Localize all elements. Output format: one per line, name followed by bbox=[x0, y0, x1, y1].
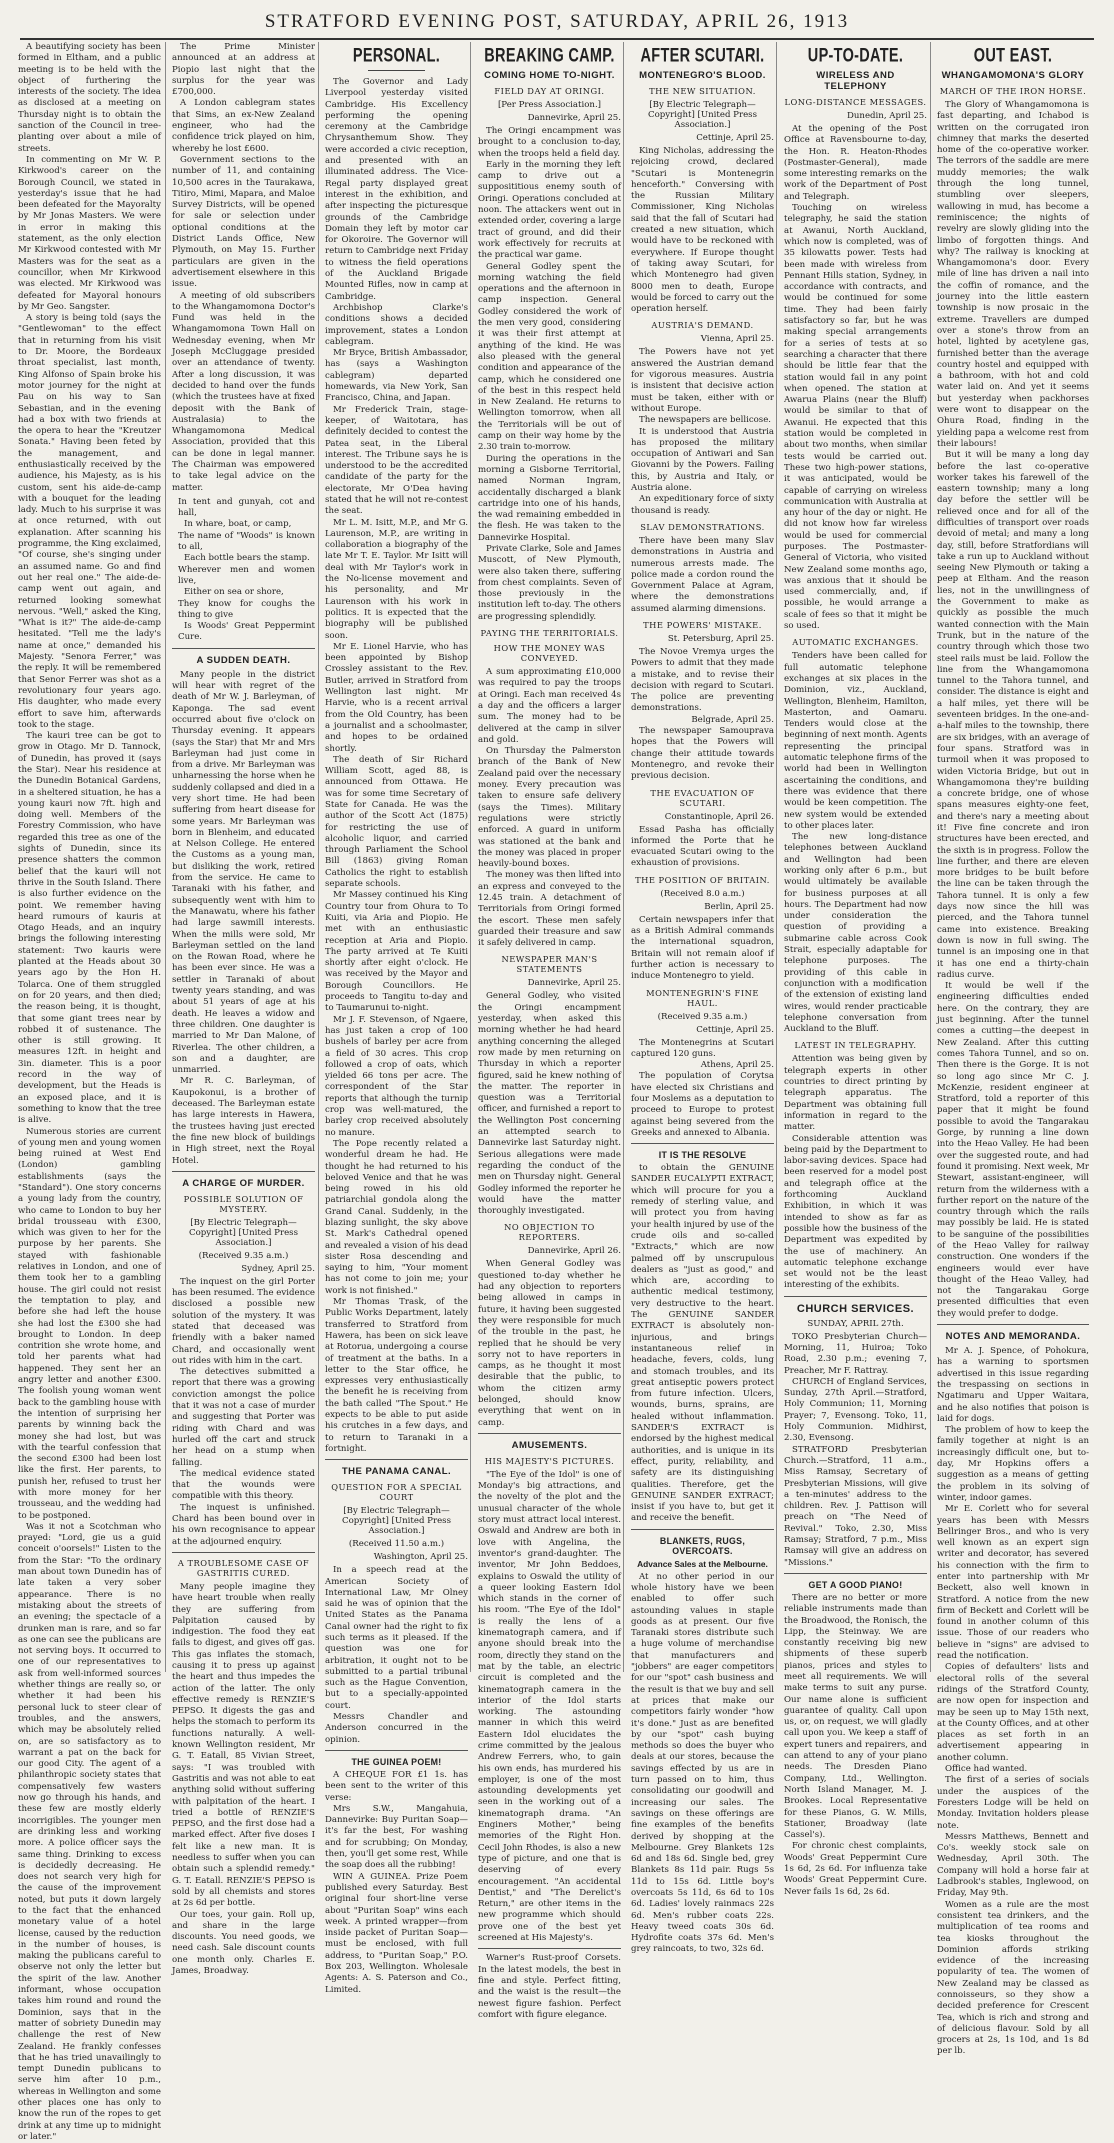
paragraph: Mr L. M. Isitt, M.P., and Mr G. Laurenson, M.P., are writing in collaboration a biography of the late Mr T. E. Taylor. Mr Isitt will deal with Mr Taylor's work in the No-license movement and his personality, and Mr Laurenson with his work in politics. It is expected that the biography will be published soon. bbox=[325, 517, 468, 641]
paragraph: Belgrade, April 25. bbox=[691, 714, 774, 725]
paragraph: The death of Sir Richard William Scott, aged 88, is announced from Ottawa. He was for some time Secretary of State for Canada. He was the author of the Scott Act (1875) for restricting the use of alcoholic liquor, and carried through Parliament the School Bill (1863) giving Roman Catholics the right to establish separate schools. bbox=[325, 754, 468, 890]
paragraph: When General Godley was questioned to-day whether he had any objection to reporters being allowed in camps in future, it having been suggested they were responsible for much of the trouble in the past, he replied that he should be very sorry not to have reporters in camps, as he thought it most desirable that the public, to whom the citizen army belonged, should know everything that went on in camp. bbox=[478, 1259, 621, 1428]
paragraph: The kauri tree can be got to grow in Otago. Mr D. Tannock, of Dunedin, has proved it (says the Star). Near his residence at the Dunedin Botanical Gardens, in a sheltered situation, he has a young kauri now 7ft. high and doing well. Members of the Forestry Commission, who have regarded this tree as one of the sights of Dunedin, since its presence shatters the common belief that the kauri will not thrive in the South Island. There is also further evidence on the point. We remember having heard rumours of kauris at Otago Heads, and an inquiry brings the following interesting statement: Two kauris were planted at the Heads about 30 years ago by the Hon H. Tolarca. One of them struggled on for 20 years, and then died; the reason being, it is thought, that some giant trees near by robbed it of sustenance. The other is still growing. It measures 12ft. in height and 3in. diameter. This is a poor record in the way of development, but the Heads is an exposed place, and it is something to know that the tree is alive. bbox=[18, 731, 161, 1126]
paragraph: The new long-distance telephones between Auckland and Wellington had been working only after 6 p.m., but would ultimately be available for business purposes at all hours. The Department had now under consideration the question of providing a submarine cable across Cook Strait, especially adaptable for telephone purposes. The providing of this cable in conjunction with a modification of the extension of existing land wires, would render practicable telephone conversation from Auckland to the Bluff. bbox=[784, 832, 927, 1035]
paragraph: The Novoe Vremya urges the Powers to admit that they made a mistake, and to revise their decision with regard to Scutari. The police are preventing demonstrations. bbox=[631, 646, 774, 714]
headline: NO OBJECTION TO REPORTERS. bbox=[504, 1222, 595, 1243]
paragraph: The Prime Minister announced at an address at Piopio last night that the surplus for the year was £700,000. bbox=[172, 42, 315, 98]
headline: AMUSEMENTS. bbox=[511, 1439, 588, 1451]
headline: THE PANAMA CANAL. bbox=[341, 1466, 452, 1478]
paragraph: Government sections to the number of 11, and containing 10,500 acres in the Taurakawa, Titiro, Mimi, Mapara, and Maloe Survey Districts, will be opened for sale or selection under optional conditions at the District Lands Office, New Plymouth, on May 15. Further particulars are given in the advertisement elsewhere in this issue. bbox=[172, 154, 315, 290]
paragraph: Mr R. C. Barleyman, of Kaupokonui, is a brother of deceased. The Barleyman estate has large interests in Hawera, the trustees having just erected the fine new block of buildings in High street, next the Royal Hotel. bbox=[172, 1076, 315, 1166]
subheadline: HIS MAJESTY'S PICTURES. bbox=[484, 1455, 615, 1466]
advertisement-subheadline: Advance Sales at the Melbourne. bbox=[637, 1558, 768, 1569]
headline: THE POWERS' MISTAKE. bbox=[643, 619, 762, 630]
advertisement: to obtain the GENUINE SANDER EUCALYPTI EXTRACT, which will procure for you a remedy of sterling value, and will protect you from having your health injured by use of the crude oils and so-called "Extracts," which are now palmed off by unscrupulous dealers as "just as good," and which are, according to authentic medical testimony, very destructive to the heart. The GENUINE SANDER EXTRACT is absolutely non-injurious, and brings instantaneous relief in headache, fevers, colds, lung and stomach troubles, and its great antiseptic powers protect from future infection. Ulcers, wounds, burns, sprains, are healed without inflammation. SANDER'S EXTRACT is endorsed by the highest medical authorities, and is unique in its effect, purity, reliability, and safety are its distinguishing qualities. Therefore, get the GENUINE SANDER EXTRACT; insist if you have to, but get it and receive the benefit. bbox=[631, 1163, 774, 1524]
paragraph: But it will be many a long day before the last co-operative worker takes his farewell of the eastern township; many a long day before the settler will be relieved once and for all of the difficulties of transport over roads devoid of metal; and many a long day, still, before Stratfordians will take a run up to Auckland without seeing New Plymouth or taking a peep at Eltham. And the reason lies, not in the unwillingness of the Government to make as quickly as possible the much wanted connection with the Main Trunk, but in the nature of the country through which those two steel rails must be laid. Follow the line from the Whangamomona tunnel to the Tahora tunnel, and consider. The distance is eight and a half miles, yet there will be seventeen bridges. In the one-and-a-half miles to the township, there are six bridges, with an average of four spans. Stratford was in turmoil when it was proposed to widen Victoria Bridge, but out in Whangamomona they're building a concrete bridge, one of whose spans measures eighty-one feet, and there's nary a meeting about it! Five fine concrete and iron structures have been erected, and the sixth is in progress. Follow the line further, and there are eleven more bridges to be built before the line can be taken through the Tahora tunnel. It is only a few days now since the hill was pierced, and the Tahora tunnel came into existence. Breaking down is now in full swing. The tunnel is an imposing one in that it has one end a thirty-chain radius curve. bbox=[937, 450, 1089, 980]
paragraph: A meeting of old subscribers to the Whangamomona Doctor's Fund was held in the Whangamomona Town Hall on Wednesday evening, when Mr Joseph McCluggage presided over an attendance of twenty. After a long discussion, it was decided to hand over the funds (which the trustees have at fixed deposit with the Bank of Australasia) to the Whangamomona Medical Association, provided that this can be done in legal manner. The Chairman was empowered to take legal advice on the matter. bbox=[172, 290, 315, 493]
column-2 bbox=[172, 42, 315, 1977]
paragraph: Copies of defaulters' lists and electoral rolls of the several ridings of the Stratford County, are now open for inspection and may be seen up to May 15th next, at the County Offices, and at other places as set forth in an advertisement appearing in another column. bbox=[937, 1662, 1089, 1763]
verse-line: Each bottle bears the stamp. bbox=[184, 553, 310, 564]
paragraph: The Oringi encampment was brought to a conclusion to-day, when the troops held a field day. bbox=[478, 126, 621, 159]
subheadline: QUESTION FOR A SPECIAL COURT bbox=[331, 1482, 462, 1503]
divider bbox=[784, 1296, 927, 1297]
paragraph: Athens, April 25. bbox=[700, 1060, 774, 1071]
column-6 bbox=[784, 42, 927, 1897]
paragraph: King Nicholas, addressing the rejoicing crowd, declared "Scutari is Montenegrin henceforth." Conversing with the Russian Military Commissioner, King Nicholas said that the fall of Scutari had created a new situation, which would have to be reckoned with everywhere. If Europe thought of taking away Scutari, for which Montenegro had given 8000 men to death, Europe would be forced to carry out the operation herself. bbox=[631, 146, 774, 315]
paragraph: At the opening of the Post Office at Ravensbourne to-day, the Hon. R. Heaton-Rhodes (Postmaster-General), made some interesting remarks on the work of the Department of Post and Telegraph. bbox=[784, 124, 927, 202]
headline: A TROUBLESOME CASE OF GASTRITIS CURED. bbox=[177, 1557, 310, 1578]
paragraph: The Montenegrins at Scutari captured 120 guns. bbox=[631, 1037, 774, 1059]
paragraph: In commenting on Mr W. P. Kirkwood's career on the Borough Council, we stated in yesterday's issue that he had been defeated for the Mayoralty by Mr Jonas Masters. We were in error in making this statement, as the only election Mr Kirkwood contested with Mr Masters was for the seat as a councillor, when Mr Kirkwood was elected. Mr Kirkwood was defeated for Mayoral honours by Mr Geo. Sangster. bbox=[18, 154, 161, 312]
masthead-title: STRATFORD EVENING POST, SATURDAY, APRIL 26, 1913 bbox=[264, 11, 850, 32]
subheadline: HOW THE MONEY WAS CONVEYED. bbox=[493, 643, 606, 664]
headline: AUSTRIA'S DEMAND. bbox=[651, 320, 754, 331]
headline: THE GUINEA POEM! bbox=[351, 1756, 442, 1767]
dateline: Cettinje, April 25. bbox=[696, 1024, 774, 1035]
paragraph: A beautifying society has been formed in Eltham, and a public meeting is to be held with the object of furthering the interests of the society. The idea as disclosed at a meeting on Thursday night is to obtain the sanction of the Council in tree-planting over about a mile of streets. bbox=[18, 42, 161, 154]
divider bbox=[631, 1143, 774, 1144]
paragraph: Mr Frederick Train, stage-keeper, of Waitotara, has definitely decided to contest the Patea seat, in the Liberal interest. The Tribune says he is understood to be the accredited candidate of the party for the electorate, Mr O'Dea having stated that he will not re-contest the seat. bbox=[325, 404, 468, 517]
dateline: Washington, April 25. bbox=[373, 1552, 468, 1563]
column-rule bbox=[165, 42, 166, 1672]
headline-personal: PERSONAL. bbox=[352, 45, 441, 67]
headline: PAYING THE TERRITORIALS. bbox=[480, 628, 619, 639]
subheadline: LONG-DISTANCE MESSAGES. bbox=[784, 97, 927, 107]
paragraph: Many people imagine they have heart trouble when really they are suffering from Palpitation caused by indigestion. The food they eat fails to digest, and gives off gas. This gas inflates the stomach, causing it to press up against the heart and thus impedes the action of the latter. The only effective remedy is RENZIE'S PEPSO. It digests the gas and helps the stomach to perform its functions naturally. A well-known Wellington resident, Mr G. T. Eatall, 85 Vivian Street, says: "I was troubled with Gastritis and was not able to eat anything solid without suffering with palpitation of the heart. I tried a bottle of RENZIE'S PEPSO, and the first dose had a marked effect. After five doses I felt like a new man. It is needless to suffer when you can obtain such a splendid remedy." G. T. Eatall. RENZIE'S PEPSO is sold by all chemists and stores at 2s 6d per bottle. bbox=[172, 1581, 315, 1909]
paragraph: The Pope recently related a wonderful dream he had. He thought he had returned to his beloved Venice and that he was being rowed in his old patriarchial gondola along the Grand Canal. Suddenly, in the blazing sunlight, the sky above St. Mark's Cathedral opened and revealed a vision of his dead sister Rosa descending and saying to him, "Your moment has not come to join me; your work is not finished." bbox=[325, 1138, 468, 1296]
paragraph: In a speech read at the American Society of International Law, Mr Olney said he was of opinion that the United States as the Panama Canal owner had the right to fix such terms as it pleased. If the question was one for arbitration, it ought not to be submitted to a partial tribunal such as the Hague Convention, but to a specially-appointed court. bbox=[325, 1565, 468, 1711]
subheadline: WHANGAMOMONA'S GLORY bbox=[941, 70, 1085, 81]
dateline: Berlin, April 25. bbox=[704, 901, 774, 912]
column-rule bbox=[318, 42, 319, 1672]
paragraph: Mr J. F. Stevenson, of Ngaere, has just taken a crop of 100 bushels of barley per acre from a field of 30 acres. This crop followed a crop of oats, which yielded 66 tons per acre. The correspondent of the Star reports that although the turnip crop was well-matured, the barley crop received absolutely no manure. bbox=[325, 1014, 468, 1138]
headline-out-east: OUT EAST. bbox=[973, 45, 1053, 67]
headline: NEWSPAPER MAN'S STATEMENTS bbox=[501, 954, 598, 975]
paragraph: Mrs S.W., Mangahuia, Dannevirke: Buy Puritan Soap—it's far the best, For washing and for scrubbing; On Monday, then, you'll get some rest, While the soap does all the rubbing! bbox=[325, 1803, 468, 1871]
headline-after-scutari: AFTER SCUTARI. bbox=[640, 45, 765, 67]
advertisement: At no other period in our whole history have we been enabled to offer such astounding values in staple goods as at present. Our five Taranaki stores distribute such a huge volume of merchandise that manufacturers and "jobbers" are eager competitors for our "spot" cash business and the result is that we buy and sell at prices that make our competitors fairly wonder "how it's done." Just as are benefited by our "spot" cash buying methods so does the buyer who deals at our stores, because the savings effected by us are in turn passed on to him, thus consolidating our goodwill and increasing our sales. The savings on these offerings are fine examples of the benefits derived by shopping at the Melbourne. Grey Blankets 12s 6d and 18s 6d. Single bed, grey Blankets 8s 11d pair. Rugs 5s 11d to 15s 6d. Little boy's overcoats 5s 11d, 6s 6d to 10s 6d. Ladies' lovely rainmacs 22s 6d. Men's rubber coats 22s. Heavy tweed coats 30s 6d. Hydrofite coats 37s 6d. Men's grey raincoats, to two, 32s 6d. bbox=[631, 1571, 774, 1955]
subheadline: WIRELESS AND TELEPHONY bbox=[816, 70, 895, 92]
received-time: (Received 8.0 a.m.) bbox=[660, 888, 745, 899]
subheadline: POSSIBLE SOLUTION OF MYSTERY. bbox=[183, 1193, 304, 1214]
paragraph: Certain newspapers infer that as a British Admiral commands the international squadron, Britain will not remain aloof if further action is necessary to induce Montenegro to yield. bbox=[631, 914, 774, 982]
paragraph: The Glory of Whangamomona is fast departing, and Ichabod is written on the corrugated iron chimney that marks the deserted home of the co-operative worker. The terrors of the saddle are mere muddy memories; the walk through the long tunnel, stumbling over sleepers, wallowing in mud, has become a reminiscence; the nights of revelry are slowly gliding into the limbo of forgotten things. And why? The railway is knocking at Whangamomona's door. Every mile of line has driven a nail into the coffin of romance, and the journey into the little eastern township is now prosaic in the extreme. Travellers are dumped over a stone's throw from an hotel, lighted by acetylene gas, furnished better than the average country hostel and equipped with a bathroom, with hot and cold water laid on. And yet it seems but yesterday when packhorses were wont to disappear on the Ohura Road, finding in the yielding papa a welcome rest from their labours! bbox=[937, 100, 1089, 449]
paragraph: Archbishop Clarke's conditions shows a decided improvement, states a London cablegram. bbox=[325, 302, 468, 347]
dateline: Dunedin, April 25. bbox=[846, 111, 927, 121]
paragraph: Mr Thomas Trask, of the Public Works Department, lately transferred to Stratford from Hawera, has been on sick leave at Rotorua, undergoing a course of treatment at the baths. In a letter to the Star office, he expresses very enthusiastically the benefit he is receiving from the bath called "The Spout." He expects to be able to put aside his crutches in a few days, and to return to Taranaki in a fortnight. bbox=[325, 1297, 468, 1454]
paragraph: Early in the morning they left camp to drive out a supposititious enemy south of Oringi. Operations concluded at noon. The attackers went out in extended order, covering a large tract of ground, and did their work effectively for recruits at the practical war game. bbox=[478, 159, 621, 261]
received-time: (Received 11.50 a.m.) bbox=[348, 1539, 445, 1550]
paragraph: The money was then lifted into an express and conveyed to the 12.45 train. A detachment of Territorials from Oringi formed the escort. These men safely guarded their treasure and saw it safely delivered in camp. bbox=[478, 870, 621, 949]
divider bbox=[172, 1171, 315, 1172]
column-7 bbox=[937, 42, 1089, 2057]
paragraph: It is understood that Austria has proposed the military occupation of Antiwari and San Giovanni by the Powers. Failing this, by Austria and Italy, or Austria alone. bbox=[631, 426, 774, 494]
advertisement: Warner's Rust-proof Corsets. In the latest models, the best in fine and style. Perfect fitting, and the waist is the result—the newest figure fashion. Perfect comfort with figure elegance. bbox=[478, 1953, 621, 2020]
received-time: (Received 9.35 a.m.) bbox=[657, 1011, 748, 1022]
column-5 bbox=[631, 42, 774, 1955]
paragraph: General Godley, who visited the Oringi encampment yesterday, when asked this morning whether he had heard anything concerning the alleged row made by men returning on Thursday in which a reporter figured, said he knew nothing of the matter. The reporter in question was a Territorial officer, and furnished a report to the Wellington Post concerning an attempted search to Dannevirke last Saturday night. Serious allegations were made regarding the conduct of the men on Thursday night. General Godley informed the reporter he would have the matter thoroughly investigated. bbox=[478, 991, 621, 1217]
paragraph: An expeditionary force of sixty thousand is ready. bbox=[631, 494, 774, 516]
paragraph: Touching on wireless telegraphy, he said the station at Awanui, North Auckland, which now is completed, was of 35 kilowatts power. Tests had been made with wireless from Pennant Hills station, Sydney, in accordance with contracts, and would be continued for some time. They had been fairly satisfactory so far, but he was making special arrangements for a series of tests at so searching a character that there should be little fear that the station would fail in any point when opened. The station at Awarua Plains (near the Bluff) would be similar to that of Awanui. He expected that this station would be completed in about two months, when similar tests would be carried out. These two high-power stations, it was anticipated, would be capable of carrying on wireless communication with Australia at any hour of the day or night. He did not know how far wireless would be used for commercial purposes. The Postmaster-General of Victoria, who visited New Zealand some months ago, was anxious that it should be used commercially, and, if possible, he would arrange a scale of fees so that it might be so used. bbox=[784, 203, 927, 632]
subheadline: FIELD DAY AT ORINGI. bbox=[494, 86, 605, 96]
paragraph: The Powers have not yet answered the Austrian demand for vigorous measures. Austria is insistent that decisive action must be taken, either with or without Europe. bbox=[631, 347, 774, 414]
verse-line: Is Woods' Great Peppermint Cure. bbox=[178, 621, 315, 643]
press-credit: [Per Press Association.] bbox=[497, 100, 602, 110]
verse-line: They know for coughs the thing to give bbox=[178, 598, 315, 620]
headline: LATEST IN TELEGRAPHY. bbox=[794, 1040, 917, 1051]
divider bbox=[172, 648, 315, 649]
advertisement-headline: IT IS THE RESOLVE bbox=[658, 1150, 747, 1161]
paragraph: The newspapers are bellicose. bbox=[639, 415, 772, 426]
paragraph: The medical evidence stated that the wounds were compatible with this theory. bbox=[172, 1468, 315, 1502]
paragraph: On Thursday the Palmerston branch of the Bank of New Zealand paid over the necessary money. Every precaution was taken to ensure safe delivery (says the Times). Military regulations were strictly enforced. A guard in uniform was stationed at the bank and the money was placed in proper heavily-bound boxes. bbox=[478, 746, 621, 870]
verse-line: In whare, boat, or camp, bbox=[184, 519, 292, 530]
paragraph: Many people in the district will hear with regret of the death of Mr W. J. Barleyman, of Kaponga. The sad event occurred about five o'clock on Thursday evening. It appears (says the Star) that Mr and Mrs Barleyman had just come in from a drive. Mr Barleyman was unharnessing the horse when he suddenly collapsed and died in a very short time. He had been suffering from heart disease for some years. Mr Barleyman was born in Blenheim, and educated at Nelson College. He entered the Customs as a young man, but disliking the work, retired from the service. He came to Taranaki with his father, and subsequently went with him to the Manawatu, where his father had large sawmill interests. When the mills were sold, Mr Barleyman settled on the land on the Rowan Road, where he has been ever since. He was a settler in Taranaki of about twenty years standing, and was about 51 years of age at his death. He leaves a widow and three children. One daughter is married to Mr Dan Malone, of Riverlea. The other children, a son and a daughter, are unmarried. bbox=[172, 669, 315, 1076]
paragraph: WIN A GUINEA. Prize Poem published every Saturday. Best original four short-line verse about "Puritan Soap" wins each week. A printed wrapper—from inside packet of Puritan Soap—must be enclosed, with full address, to "Puritan Soap," P.O. Box 203, Wellington. Wholesale Agents: A. S. Paterson and Co., Limited. bbox=[325, 1871, 468, 1995]
column-3 bbox=[325, 42, 468, 1995]
verse-line: Wherever men and women live, bbox=[178, 564, 315, 586]
headline: A SUDDEN DEATH. bbox=[196, 654, 291, 666]
paragraph: Mr Massey continued his King Country tour from Ohura to To Kuiti, via Aria and Piopio. He met with an enthusiastic reception at Aria and Piopio. The party arrived at Te Kuiti shortly after eight o'clock. He was received by the Mayor and Borough Councillors. He proceeds to Tangitu to-day and to Taumarunui to-night. bbox=[325, 890, 468, 1014]
paragraph: Attention was being given by telegraph experts in other countries to direct printing by telegraph apparatus. The Department was obtaining full information in regard to the matter. bbox=[784, 1054, 927, 1133]
paragraph: A story is being told (says the "Gentlewoman" to the effect that in returning from his visit to Dr. Moore, the Bordeaux throat specialist, last month, King Alfonso of Spain broke his motor journey for the night at Pau on his way to San Sebastian, and in the evening had a box with two friends at the opera to hear the "Kreutzer Sonata." Having been feted by the management, and enthusiastically received by the audience, his Majesty, as is his custom, sent his aide-de-camp with a bouquet for the leading lady. Much to his surprise it was at once returned, with out explanation. After scanning his programme, the King exclaimed, "Of course, she's singing under an assumed name. Go and find out her real one." The aide-de-camp went out again, and returned looking somewhat nervous. "Well," asked the King, "What is it?" The aide-de-camp hesitated. "Tell me the lady's name at once," demanded his Majesty. "Senora Ferrer," was the reply. It will be remembered that Senor Ferrer was shot as a revolutionary four years ago. His daughter, who made every effort to save him, afterwards took to the stage. bbox=[18, 313, 161, 730]
divider bbox=[631, 1529, 774, 1530]
headline: THE POSITION OF BRITAIN. bbox=[635, 874, 770, 885]
dateline: Dannevirke, April 25. bbox=[527, 978, 621, 989]
divider bbox=[368, 70, 425, 71]
dateline: Constantinople, April 26. bbox=[664, 811, 774, 822]
dateline: Dannevirke, April 26. bbox=[527, 1246, 621, 1257]
headline: CHURCH SERVICES. bbox=[796, 1302, 915, 1315]
paragraph: TOKO Presbyterian Church—Morning, 11, Huiroa; Toko Road, 2.30 p.m.; evening 7, Preacher, Mr F. Rattray. bbox=[784, 1331, 927, 1376]
paragraph: The newspaper Samouprava hopes that the Powers will change their attitude towards Montenegro, and revoke their previous decision. bbox=[631, 726, 774, 782]
subheadline: MARCH OF THE IRON HORSE. bbox=[939, 86, 1087, 96]
paragraph: There have been many Slav demonstrations in Austria and numerous arrests made. The police made a cordon round the Government Palace at Agram, where the demonstrations assumed alarming dimensions. bbox=[631, 535, 774, 614]
subheadline: COMING HOME TO-NIGHT. bbox=[484, 70, 615, 81]
paragraph: General Godley spent the morning watching the field operations and the afternoon in camp inspection. General Godley considered the work of the men very good, considering it was their first attempt at anything of the kind. He was also pleased with the general condition and appearance of the camp, which he considered one of the best in this respect held in New Zealand. He returns to Wellington tomorrow, when all the Territorials will be out of camp on their way home by the 2.30 train to-morrow. bbox=[478, 261, 621, 453]
paragraph: A CHEQUE FOR £1 1s. has been sent to the writer of this verse: bbox=[325, 1769, 468, 1803]
paragraph: The population of Corytsa have elected six Christians and four Moslems as a deputation to proceed to Europe to protest against being severed from the Greeks and annexed to Albania. bbox=[631, 1071, 774, 1138]
column-rule bbox=[930, 42, 931, 1672]
paragraph: Mr A. J. Spence, of Pohokura, has a warning to sportsmen advertised in this issue regarding the trespassing on sections in Ngatimaru and Upper Waitara, and he also notifies that poison is laid for dogs. bbox=[937, 1346, 1089, 1424]
advertisement: For chronic chest complaints, Woods' Great Peppermint Cure 1s 6d, 2s 6d. For influenza take Woods' Great Peppermint Cure. Never fails 1s 6d, 2s 6d. bbox=[784, 1841, 927, 1897]
paragraph: Women as a rule are the most consistent tea drinkers, and the multiplication of tea rooms and tea kiosks throughout the Dominion affords striking evidence of the increasing popularity of tea. The women of New Zealand may be classed as connoisseurs, so they show a decided preference for Crescent Tea, which is rich and strong and of delicious flavour. Sold by all grocers at 2s, 1s 10d, and 1s 8d per lb. bbox=[937, 1899, 1089, 2057]
verse-line: The name of "Woods" is known to all, bbox=[178, 530, 315, 553]
paragraph: Mr E. Lionel Harvie, who has been appointed by Bishop Crossley assistant to the Rev. Butler, arrived in Stratford from Wellington last night. Mr Harvie, who is a recent arrival from the Old Country, has been a journalist and a schoolmaster, and hopes to be ordained shortly. bbox=[325, 641, 468, 754]
paragraph: A London cablegram states that Sims, an ex-New Zealand engineer, who had the confidence trick played on him, whereby he lost £600. bbox=[172, 98, 315, 154]
verse-line: Either on sea or shore, bbox=[184, 587, 284, 598]
advertisement: There are no better or more reliable instruments made than the Broadwood, the Ronisch, the Lipp, the Steinway. We are constantly receiving big new shipments of these superb pianos, prices and styles to meet all requirements. We will make terms to suit any purse. Our name alone is sufficient guarantee of quality. Call upon us, or, on request, we will gladly call upon you. We keep a staff of expert tuners and repairers, and can attend to any of your piano needs. The Dresden Piano Company, Ltd., Wellington. North Island Manager, M. J. Brookes. Local Representative for these Pianos, G. W. Mills, Stationer, Broadway (late Cassel's). bbox=[784, 1592, 927, 1841]
paragraph: Private Clarke, Sole and James Muscott, of New Plymouth, were also taken there, suffering from chest complaints. Seven of those previously in the institution left to-day. The others are progressing splendidly. bbox=[478, 543, 621, 622]
press-credit: [By Electric Telegraph—Copyright] [United Press Association.] bbox=[648, 100, 757, 130]
paragraph: A sum approximating £10,000 was required to pay the troops at Oringi. Each man received 4s a day and the officers a larger sum. The money had to be delivered at the camp in silver and gold. bbox=[478, 667, 621, 745]
subheadline: MONTENEGRO'S BLOOD. bbox=[639, 70, 766, 81]
divider bbox=[478, 1948, 621, 1949]
paragraph: During the operations in the morning a Gisborne Territorial, named Norman Ingram, accidentally discharged a blank cartridge into one of his hands, the wad remaining embedded in the flesh. He was taken to the Dannevirke Hospital. bbox=[478, 453, 621, 543]
divider bbox=[784, 1573, 927, 1574]
paragraph: Mr Bryce, British Ambassador, has (says a Washington cablegram) departed homewards, via New York, San Francisco, China, and Japan. bbox=[325, 348, 468, 404]
dateline: Vienna, April 25. bbox=[700, 334, 774, 345]
column-rule bbox=[776, 42, 777, 1672]
verse bbox=[178, 497, 315, 644]
verse-line: In tent and gunyah, cot and hall, bbox=[178, 496, 315, 519]
advertisement-headline: BLANKETS, RUGS, OVERCOATS. bbox=[659, 1535, 746, 1556]
advertisement-headline: GET A GOOD PIANO! bbox=[808, 1579, 903, 1590]
headline: NOTES AND MEMORANDA. bbox=[945, 1331, 1081, 1343]
divider bbox=[172, 1552, 315, 1553]
paragraph: The inquest on the girl Porter has been resumed. The evidence disclosed a possible new solution of the mystery. It was stated that deceased was friendly with a baker named Chard, and occasionally went out rides with him in the cart. bbox=[172, 1276, 315, 1366]
paragraph: Our toes, your gain. Roll up, and share in the large discounts. You need goods, we need cash. Sale discount counts one month only. Charles E. James, Broadway. bbox=[172, 1909, 315, 1977]
paragraph: CHURCH of England Services, Sunday, 27th April.—Stratford, Holy Communion; 11, Morning Prayer; 7, Evensong. Toko, 11, Holy Communion. Midhirst, 2.30, Evensong. bbox=[784, 1376, 927, 1444]
column-4 bbox=[478, 42, 621, 2020]
press-credit: [By Electric Telegraph—Copyright] [United Press Association.] bbox=[342, 1506, 451, 1537]
paragraph: Tenders have been called for full automatic telephone exchanges at six places in the Dominion, viz., Auckland, Wellington, Blenheim, Hamilton, Masterton, and Oamaru. Tenders would close at the beginning of next month. Agents representing the principal automatic telephone firms of the world had been in Wellington ascertaining the conditions, and there was evidence that there would be keen competition. The new system would be extended to other places later. bbox=[784, 651, 927, 831]
paragraph: The detectives submitted a report that there was a growing conviction amongst the police that it was not a case of murder and suggesting that Porter was riding with Chard and was hurled off the cart and struck her head on a stump when falling. bbox=[172, 1367, 315, 1468]
column-rule bbox=[623, 42, 624, 1672]
paragraph: The problem of how to keep the family together at night is an increasingly difficult one, but to-day, Mr Hopkins offers a suggestion as a means of getting the problem in its solving of winter, indoor games. bbox=[937, 1425, 1089, 1503]
dateline: Sydney, April 25. bbox=[241, 1263, 315, 1274]
headline: AUTOMATIC EXCHANGES. bbox=[792, 637, 919, 648]
divider bbox=[325, 1750, 468, 1751]
column-rule bbox=[470, 42, 471, 1672]
divider bbox=[937, 1324, 1089, 1325]
paragraph: Mr E. Corlett who for several years has been with Messrs Bellringer Bros., and who is very well known as an expert sign writer and decorator, has severed his connection with the firm to enter into partnership with Mr Beckett, also well known in Stratford. A notice from the new firm of Beckett and Corlett will be found in another column of this issue. Those of our readers who believe in "signs" are advised to read the notification. bbox=[937, 1504, 1089, 1662]
divider bbox=[325, 1459, 468, 1460]
paragraph: "The Eye of the Idol" is one of Monday's big attractions, and the novelty of the plot and the unusual character of the whole story must attract local interest. Oswald and Andrew are both in love with Angelina, the inventor's grand-daughter. The inventor, Mr John Beddoes, explains to Oswald the utility of a queer looking Eastern Idol which stands in the corner of his room. "The Eye of the Idol" is really the lens of a kinematograph camera, and if anyone should break into the room, directly they stand on the mat by the table, an electric circuit is completed and the kinematograph camera in the interior of the Idol starts working. The astounding manner in which this weird Eastern Idol elucidates the crime committed by the jealous Andrew Ferrers, who, to gain his own ends, has murdered his employer, is one of the most astounding developments yet seen in the working out of a kinematograph drama. "An Enginers Mother," being memories of the Right Hon. Cecil John Rhodes, is also a new type of picture, and one that is deserving of every encouragement. "An accidental Dentist," and "The Derelict's Return," are other items in the new programme which should prove one of the best yet screened at His Majesty's. bbox=[478, 1469, 621, 1944]
dateline: Cettinje, April 25. bbox=[696, 133, 774, 143]
paragraph: The Governor and Lady Liverpool yesterday visited Cambridge. His Excellency performing the opening ceremony at the Cambridge Chrysanthemum Show. They were accorded a civic reception, and presented with an illuminated address. The Vice-Regal party displayed great interest in the exhibition, and after inspecting the picturesque grounds of the Cambridge Domain they left by motor car for Okoroire. The Governor will return to Cambridge next Friday to witness the field operations of the Auckland Brigade Mounted Rifles, now in camp at Cambridge. bbox=[325, 77, 468, 302]
paragraph: Considerable attention was being paid by the Department to labor-saving devices. Space had been reserved for a model post and telegraph office at the forthcoming Auckland Exhibition, in which it was intended to show as far as possible how the business of the Department was expedited by the use of machinery. An automatic telephone exchange set would not be the least interesting of the exhibits. bbox=[784, 1133, 927, 1291]
paragraph: Messrs Matthews, Bennett and Co's. weekly stock sale on Wednesday, April 30th. The Company will hold a horse fair at Ladbrook's stables, Inglewood, on Friday, May 9th. bbox=[937, 1831, 1089, 1899]
paragraph: Numerous stories are current of young men and young women being ruined at West End (London) gambling establishments (says the "Standard"). One story concerns a young lady from the country, who came to London to buy her bridal trousseau with £300, which was given to her for the purpose by her parents. She stayed with fashionable relatives in London, and one of them took her to a gambling house. The girl could not resist the temptation to play, and before she had left the house she had lost the £300 she had brought to London. In deep contrition she wrote home, and told her parents what had happened. They sent her an angry letter and another £300. The foolish young woman went back to the gambling house with the intention of surprising her parents by winning back the money she had lost, but was with the tearful confession that the second £300 had been lost like the first. Her parents, to punish her, refused to trust her with more money for her trousseau, and the wedding had to be postponed. bbox=[18, 1126, 161, 1521]
paragraph: It would be well if the engineering difficulties ended here. On the contrary, they are just beginning. After the tunnel comes a cutting—the deepest in New Zealand. After this cutting comes Tahora Tunnel, and so on. Then there is the Gorge. It is not so long ago since Mr C. J. McKenzie, resident engineer at Stratford, told a reporter of this paper that it might be found possible to avoid the Tangarakau Gorge, by running a line down into the Heao Valley. He had been over the suggested route, and had found it promising. Next week, Mr Stewart, assistant-engineer, will return from the wilderness with a further report on the nature of the country through which the rails may possibly be laid. He is stated to be sanguine of the possibilities of the Heao Valley for railway construction. One wonders if the engineers would ever have thought of the Heao Valley, had not the Tangarakau Gorge presented difficulties that even they would prefer to dodge. bbox=[937, 981, 1089, 1319]
paragraph: Essad Pasha has officially informed the Porte that he evacuated Scutari owing to the exhaustion of provisions. bbox=[631, 824, 774, 869]
church-date: SUNDAY, APRIL 27th. bbox=[807, 1318, 904, 1329]
masthead bbox=[20, 8, 1094, 40]
dateline: Dannevirke, April 25. bbox=[527, 113, 621, 123]
headline: THE EVACUATION OF SCUTARI. bbox=[650, 787, 755, 808]
subheadline: THE NEW SITUATION. bbox=[649, 86, 756, 96]
column-1 bbox=[18, 42, 161, 2142]
headline-up-to-date: UP-TO-DATE. bbox=[807, 45, 904, 67]
headline: SLAV DEMONSTRATIONS. bbox=[640, 521, 765, 532]
received-time: (Received 9.35 a.m.) bbox=[198, 1250, 289, 1261]
paragraph: Was it not a Scotchman who prayed: "Lord, gie us a guid conceit o'oorsels!" Listen to the from the Star: "To the ordinary man about town Dunedin has of late taken a very sober appearance. There is no mistaking about the streets of an evening; the spectacle of a drunken man is rare, and so far as one can see the publicans are not serving boys. It occurred to one of our representatives to ask from well-informed sources whether things are really so, or whether it had been his personal luck to steer clear of troubles, and the answers, which may be absolutely relied on, are so satisfactory as to warrant a pat on the back for our good City. The agent of a philanthropic society states that compensatively few wasters now go through his hands, and these few are mostly elderly incorrigibles. The younger men are drinking less and working more. A police officer says the same thing. Drinking to excess is decidedly decreasing. He does not search very high for the cause of the improvement noted, but puts it down largely to the fact that the enhanced monetary value of a hotel license, caused by the reduction in the number of houses, is making the publicans careful to observe not only the letter but the spirit of the law. Another informant, whose occupation takes him round and round the Dominion, says that in the matter of sobriety Dunedin may challenge the rest of New Zealand. He frankly confesses that he has tried unavailingly to tempt Dunedin publicans to serve him after 10 p.m., whereas in Wellington and some other places one has only to know the run of the ropes to get drink at any time up to midnight or later." bbox=[18, 1521, 161, 2142]
paragraph: The first of a series of socials under the auspices of the Foresters Lodge will be held on Monday. Invitation holders please note. bbox=[937, 1775, 1089, 1831]
paragraph: Messrs Chandler and Anderson concurred in the opinion. bbox=[325, 1712, 468, 1745]
dateline: St. Petersburg, April 25. bbox=[667, 633, 774, 644]
paragraph: Office had wanted. bbox=[945, 1764, 1028, 1775]
headline-breaking-camp: BREAKING CAMP. bbox=[484, 45, 615, 67]
press-credit: [By Electric Telegraph—Copyright] [United Press Association.] bbox=[189, 1217, 298, 1248]
divider bbox=[478, 1433, 621, 1434]
paragraph: The inquest is unfinished. Chard has been bound over in his own recognisance to appear at the adjourned enquiry. bbox=[172, 1502, 315, 1547]
paragraph: STRATFORD Presbyterian Church.—Stratford, 11 a.m., Miss Ramsay, Secretary of Presbyterian Missions, will give a ten-minutes' address to the children. Rev. J. Pattison will preach on "The Need of Revival." Toko, 2.30, Miss Ramsay; Stratford, 7 p.m., Miss Ramsay will give an address on "Missions." bbox=[784, 1444, 927, 1568]
headline: A CHARGE OF MURDER. bbox=[182, 1177, 305, 1189]
headline: MONTENEGRIN'S FINE HAUL. bbox=[646, 987, 759, 1008]
